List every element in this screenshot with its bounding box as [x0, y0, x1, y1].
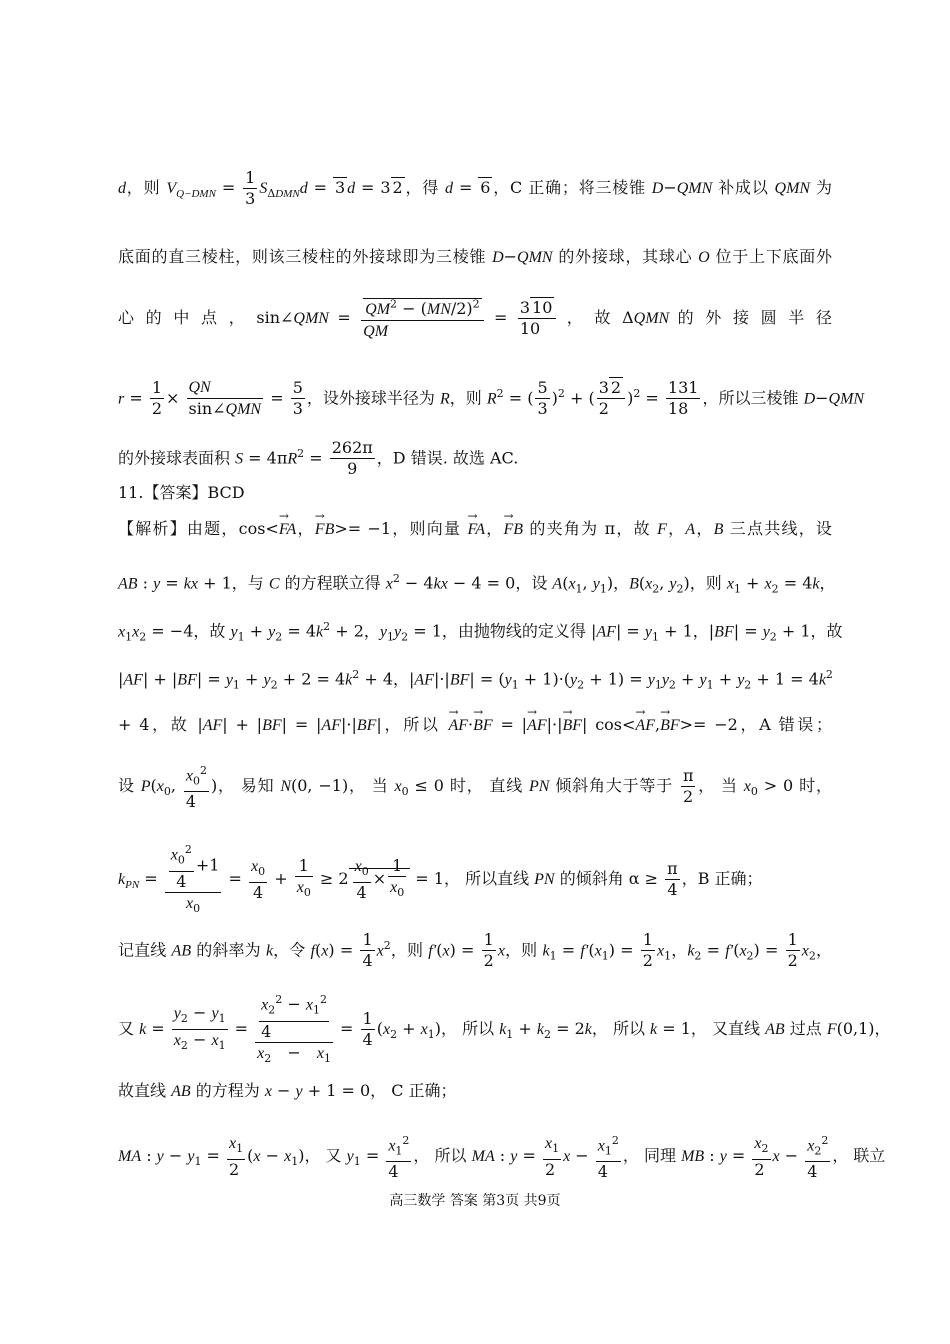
text-line-2: 底面的直三棱柱，则该三棱柱的外接球即为三棱锥 D−QMN 的外接球，其球心 O 位于上下底面外 — [118, 247, 832, 266]
answer-11: 11.【答案】BCD — [118, 483, 245, 502]
text-line-9: $x_1x_2 = -4$，故 $y_1 + y_2 = 4k^2 + 2$，$y_1y_2 = 1$，由抛物线的定义得 $|AF| = y_1 + 1$，$|BF| = y_2 + 1$，故 — [118, 620, 843, 644]
text-line-8: AB : y = kx + 1，与 C 的方程联立得 $x^2 - 4kx - 4 = 0$，设 $A(x_1$, $y_1$)，$B(x_2$, $y_2$)，则 $x_1 + x_2 = 4k$， — [118, 572, 836, 596]
text-line-15: 又 k = $\frac{y_2 - y_1}{x_2 - x_1}$ = $\frac{\frac{x_2^2 - x_1^2}{4}}{x_2 - x_1}$ = $\frac{1}{4}$ $(x_2 + x_1)$， 所以 $k_1 + k_2 = 2k$， 所以 k = 1， 又直线 AB 过点 F(0,1)， — [118, 990, 832, 1072]
text-line-4: r = $\frac{1}{2}$ × $\frac{QN}{\text{sin∠QMN}}$ = $\frac{5}{3}$ ，设外接球半径为 R，则 $R^2$ = ( $\frac{5}{3}$ )$^2$ + ( $\frac{3 2}{2}$ )$^2$ = $\frac{131}{18}$ ，所以三棱锥 D−QMN — [118, 378, 865, 419]
text-line-1: d，则 $V_{Q-DMN}$ = $\frac{1}{3}$ $S_{\Delta DMN}d = 3$ d = 3 2 ，得 d = 6 ，C 正确；将三棱锥 D−QMN 补成以 QMN 为 — [118, 168, 833, 208]
page-footer: 高三数学 答案 第3页 共9页 — [389, 1193, 561, 1209]
text-line-17: MA : $y - y_1$ = $\frac{x_1}{2}$ $(x - x_1)$， 又 $y_1$ = $\frac{x_1^2}{4}$ ， 所以 MA : y = $\frac{x_1}{2}$ x − $\frac{x_1^2}{4}$ ， 同理 MB : y = $\frac{x_2}{2}$ x − $\frac{x_2^2}{4}$ ， 联立 — [118, 1130, 832, 1188]
text-line-7: 【解析】由题，cos<→ FA，→ FB>= −1，则向量 → FA，→ FB 的夹角为 π，故 F，A，B 三点共线，设 — [118, 516, 832, 543]
text-line-3: 心 的 中 点 ， sin∠QMN = $\frac{QM^2 - (MN/2)^2}{QM}$ = $\frac{3 10}{10}$ ， 故 ΔQMN 的 外 接 圆 半 径 — [118, 292, 832, 345]
text-line-5: 的外接球表面积 $S = 4\pi R^2$ = $\frac{262\pi}{9}$ ，D 错误. 故选 AC. — [118, 438, 519, 479]
text-line-11: + 4，故 |AF| + |BF| = |AF|·|BF|，所以 → AF·→ BF = |→ AF|·|→ BF| cos<→ AF,→ BF>= −2，A 错误； — [118, 712, 832, 739]
text-line-14: 记直线 AB 的斜率为 k，令 f(x) = $\frac{1}{4}$ $x^2$，则 f′(x) = $\frac{1}{2}$ x，则 $k_1 = f'(x_1)$ = $\frac{1}{2}$ $x_1$，$k_2 = f'(x_2)$ = $\frac{1}{2}$ $x_2$， — [118, 930, 833, 971]
text-line-13: $k_{PN}$ = $\frac{x_0^2}{4}$ +1 $x_0$ = $\frac{x_0}{4}$ + $\frac{1}{x_0}$ ≥ 2 $\frac{x_0}{4}$ × $\frac{1}{x_0}$ = 1， 所以直线 PN 的倾斜角 α ≥ $\frac{\pi}{4}$ ，B 正确； — [118, 840, 832, 919]
text-line-12: 设 $P(x_0$, $\frac{x_0^2}{4}$ )， 易知 N(0, −1)， 当 $x_0 \le 0$ 时， 直线 PN 倾斜角大于等于 $\frac{\pi}{2}$ ， 当 $x_0 > 0$ 时， — [118, 760, 832, 818]
text-line-10: $|AF| + |BF| = y_1 + y_2 + 2 = 4k^2 + 4$，$|AF|\cdot|BF| = (y_1 + 1)\cdot(y_2 + 1) = y_1y_2 + y_1 + y_2 + 1 = 4k^2$ — [118, 668, 833, 692]
text-line-16: 故直线 AB 的方程为 x − y + 1 = 0， C 正确； — [118, 1081, 457, 1100]
